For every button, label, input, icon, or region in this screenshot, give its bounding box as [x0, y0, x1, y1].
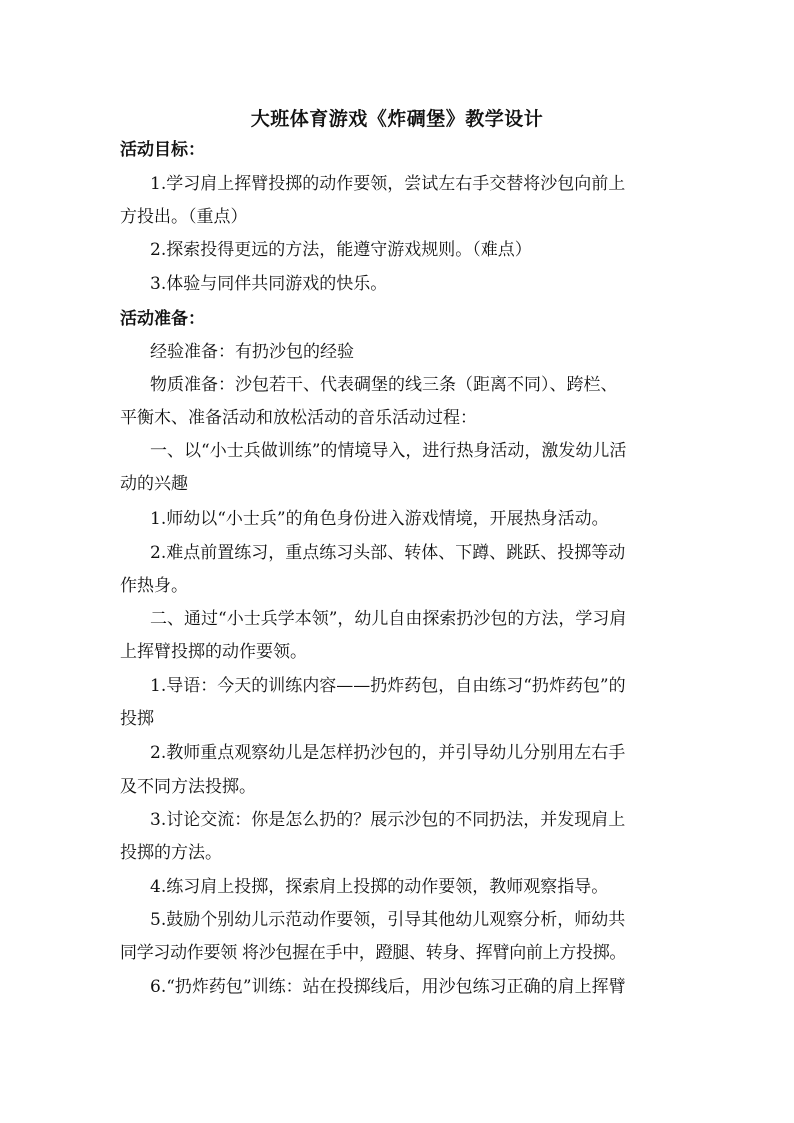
paragraph-line: 2.探索投得更远的方法，能遵守游戏规则。（难点） — [150, 240, 532, 260]
paragraph-line: 物质准备：沙包若干、代表碉堡的线三条（距离不同）、跨栏、 — [150, 375, 618, 395]
paragraph-line: 平衡木、准备活动和放松活动的音乐活动过程： — [120, 408, 477, 428]
paragraph-line: 经验准备：有扔沙包的经验 — [150, 342, 354, 362]
paragraph-line: 二、通过“小士兵学本领”，幼儿自由探索扔沙包的方法，学习肩 — [150, 609, 627, 629]
paragraph-line: 3.讨论交流：你是怎么扔的？展示沙包的不同扔法，并发现肩上 — [150, 810, 626, 830]
paragraph-line: 上挥臂投掷的动作要领。 — [120, 642, 307, 662]
paragraph-line: 方投出。（重点） — [120, 207, 248, 227]
paragraph-line: 投掷的方法。 — [120, 843, 222, 863]
paragraph-line: 1.导语：今天的训练内容——扔炸药包，自由练习“扔炸药包”的 — [150, 676, 626, 696]
paragraph-line: 5.鼓励个别幼儿示范动作要领，引导其他幼儿观察分析，师幼共 — [150, 910, 626, 930]
paragraph-line: 6.“扔炸药包”训练：站在投掷线后，用沙包练习正确的肩上挥臂 — [150, 977, 626, 997]
paragraph-line: 投掷 — [120, 709, 154, 729]
paragraph-line: 3.体验与同伴共同游戏的快乐。 — [150, 274, 388, 294]
paragraph-line: 同学习动作要领 将沙包握在手中，蹬腿、转身、挥臂向前上方投掷。 — [120, 943, 627, 963]
document-title: 大班体育游戏《炸碉堡》教学设计 — [250, 108, 544, 130]
paragraph-line: 1.师幼以“小士兵”的角色身份进入游戏情境，开展热身活动。 — [150, 509, 609, 529]
paragraph-line: 2.教师重点观察幼儿是怎样扔沙包的，并引导幼儿分别用左右手 — [150, 743, 626, 763]
paragraph-line: 2.难点前置练习，重点练习头部、转体、下蹲、跳跃、投掷等动 — [150, 543, 626, 563]
section-heading-preparation: 活动准备： — [120, 309, 205, 329]
paragraph-line: 1.学习肩上挥臂投掷的动作要领，尝试左右手交替将沙包向前上 — [150, 174, 626, 194]
paragraph-line: 及不同方法投掷。 — [120, 777, 256, 797]
paragraph-line: 作热身。 — [120, 576, 188, 596]
paragraph-line: 一、以“小士兵做训练”的情境导入，进行热身活动，激发幼儿活 — [150, 441, 627, 461]
paragraph-line: 4.练习肩上投掷，探索肩上投掷的动作要领，教师观察指导。 — [150, 877, 609, 897]
paragraph-line: 动的兴趣 — [120, 474, 188, 494]
section-heading-goals: 活动目标： — [120, 140, 205, 160]
